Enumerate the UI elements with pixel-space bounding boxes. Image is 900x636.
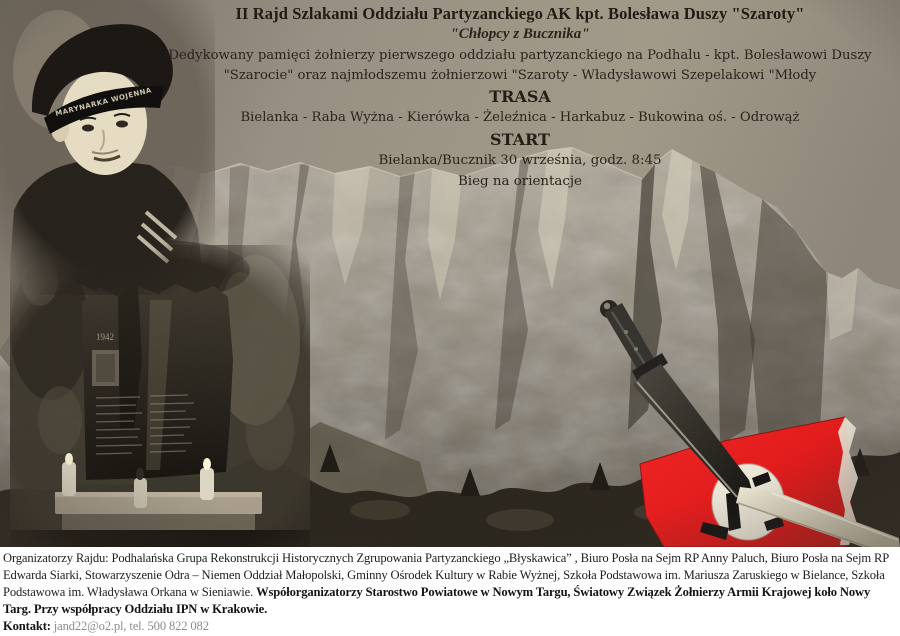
contact-line (0, 618, 900, 635)
event-title: II Rajd Szlakami Oddziału Partyzanckiego AK kpt. Bolesława Duszy "Szaroty" (235, 4, 805, 23)
start-details: Bielanka/Bucznik 30 września, godz. 8:45 (378, 153, 662, 168)
route-heading: TRASA (489, 87, 551, 106)
route-list: Bielanka - Raba Wyżna - Kierówka - Żeleźnica - Harkabuz - Bukowina oś. - Odrowąż (240, 110, 800, 125)
dedication-line-2: "Szarocie" oraz najmłodszemu żołnierzowi "Szaroty - Władysławowi Szepelakowi "Młody (223, 68, 817, 83)
contact-label: Kontakt: (3, 619, 51, 633)
organizers-text: Organizatorzy Rajdu: Podhalańska Grupa Rekonstrukcji Historycznych Zgrupowania Partyzanckiego „Błyskawica” , Biuro Posła na Sejm RP Anny Paluch, Biuro Posła na Sejm RP Edwarda Siarki, Stowarzyszenie Odra – Niemen Oddział Małopolski, Gminny Ośrodek Kultury w Rabie Wyżnej, Szkoła Podstawowa im. Mariusza Zaruskiego w Bielance, Szkoła Podstawowa im. Władysława Orkana w Sieniawie. (3, 551, 889, 599)
dedication-line-1: Dedykowany pamięci żołnierzy pierwszego oddziału partyzanckiego na Podhalu - kpt. Bolesławowi Duszy (168, 48, 872, 63)
contact-value: jand22@o2.pl, tel. 500 822 082 (53, 619, 209, 633)
start-note: Bieg na orientacje (458, 174, 582, 189)
coorganizers-text: Współorganizatorzy Starostwo Powiatowe w Nowym Targu, Światowy Związek Żołnierzy Armii Krajowej koło Nowy Targ. Przy współpracy Oddziału IPN w Krakowie. (3, 585, 871, 616)
event-subtitle: "Chłopcy z Bucznika" (450, 26, 590, 42)
footer (0, 547, 900, 636)
start-heading: START (490, 130, 550, 149)
organizers-paragraph (0, 547, 900, 618)
